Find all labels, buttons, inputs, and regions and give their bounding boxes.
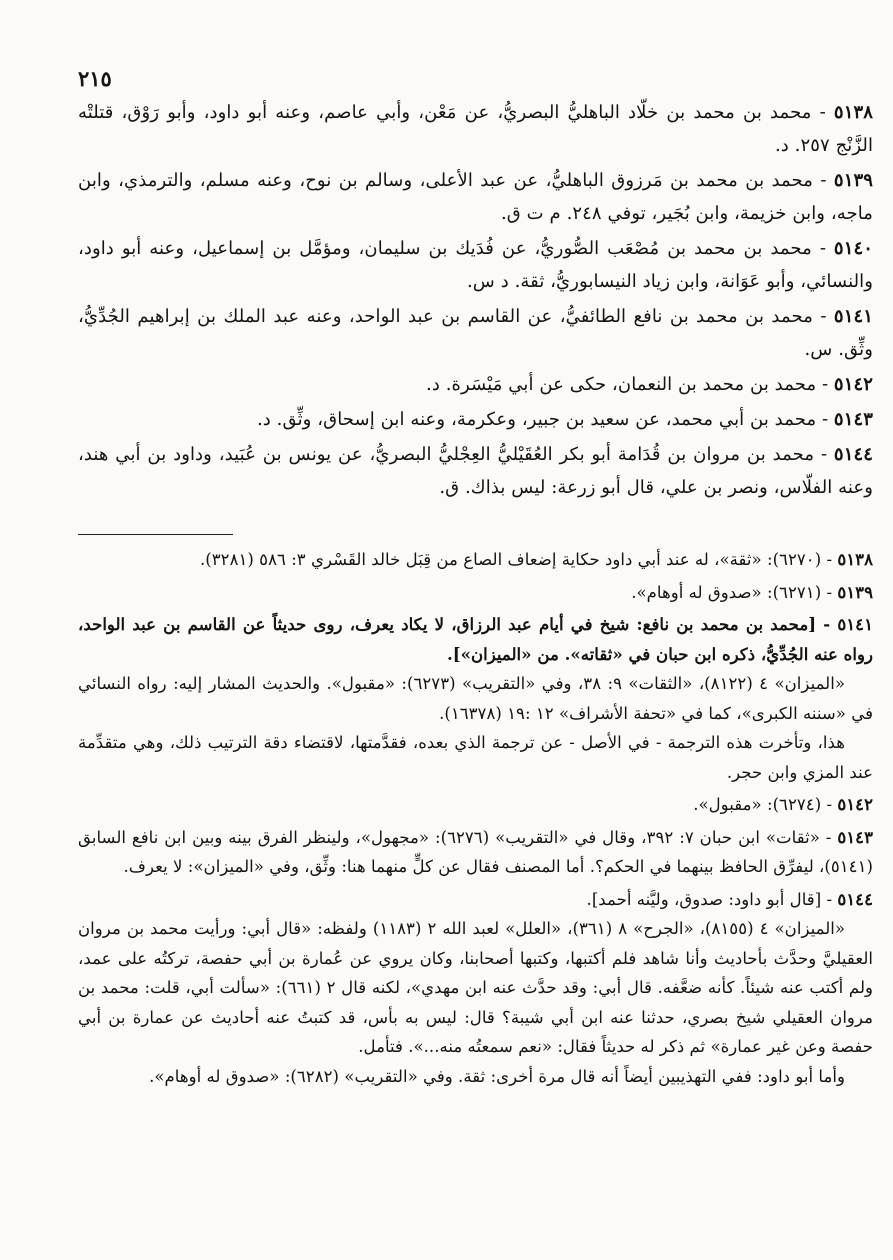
entry-number: ٥١٤٠ — [833, 238, 873, 259]
entry-text: - محمد بن محمد بن نافع الطائفيُّ، عن القاسم بن عبد الواحد، وعنه عبد الملك بن إبراهيم الجُدِّيُّ، وثِّق. س. — [78, 306, 873, 360]
entry-text: - محمد بن محمد بن مَرزوق الباهليُّ، عن عبد الأعلى، وسالم بن نوح، وعنه مسلم، والترمذي، وابن ماجه، وابن خزيمة، وابن بُجَير، توفي ٢٤٨. م ت ق. — [78, 170, 873, 224]
note-text: - [قال أبو داود: صدوق، وليَّنه أحمد]. — [586, 889, 838, 909]
note-number: ٥١٤٢ — [837, 794, 873, 814]
note-number: ٥١٣٩ — [837, 581, 873, 602]
note-text: - (٦٢٧٠): «ثقة»، له عند أبي داود حكاية إضعاف الصاع من قِبَل خالد القَسْري ٣: ٥٨٦ (٣٢٨١). — [200, 550, 838, 569]
entry-text: - محمد بن أبي محمد، عن سعيد بن جبير، وعكرمة، وعنه ابن إسحاق، وثِّق. د. — [257, 409, 834, 430]
note-number: ٥١٣٨ — [837, 549, 873, 569]
note-5142 — [78, 790, 873, 820]
footnote-separator — [78, 534, 233, 535]
note-number: ٥١٤١ — [837, 614, 873, 634]
main-entries — [78, 96, 873, 504]
entry-number: ٥١٤٤ — [833, 444, 873, 465]
note-5139 — [78, 578, 873, 608]
note-5141 — [78, 610, 873, 787]
book-page — [78, 62, 873, 1094]
entry-text: - محمد بن محمد بن مُصْعَب الصُّوريُّ، عن فُدَيك بن سليمان، ومؤمَّل بن إسماعيل، وعنه أبو داود، والنسائي، وأبو عَوَانة، وابن زياد النيسابوريُّ، ثقة. د س. — [78, 238, 873, 292]
page-number: ٢١٥ — [78, 66, 112, 91]
note-text: - (٦٢٧٤): «مقبول». — [693, 795, 838, 814]
entry-number: ٥١٤١ — [833, 306, 873, 327]
entry-5138 — [78, 96, 873, 162]
entry-5141 — [78, 300, 873, 366]
note-text: - «ثقات» ابن حبان ٧: ٣٩٢، وقال في «التقريب» (٦٢٧٦): «مجهول»، ولينظر الفرق بينه وبين ابن نافع السابق (٥١٤١)، ليفرِّق الحافظ بينهما في الحكم؟. أما المصنف فقال عن كلٍّ منهما هنا: وثِّق، وفي «الميزان»: لا يعرف. — [78, 827, 873, 876]
entry-number: ٥١٣٨ — [833, 102, 873, 123]
entry-5139 — [78, 164, 873, 230]
note-text-sources: «الميزان» ٤ (٨١٥٥)، «الجرح» ٨ (٣٦١)، «العلل» لعبد الله ٢ (١١٨٣) ولفظه: «قال أبي: ورأيت محمد بن مروان العقيليَّ وحدَّث بأحاديث وأنا شاهد فلم أكتبها، وكتبها أصحابنا، وكان يروي عن عُمارة بن أبي حفصة، تركتُه على عمد، ولم أكتب عنه شيئاً. كأنه ضعَّفه. قال أبي: وقد حدَّث عنه ابن مهدي»، لكنه قال ٢ (٦٦١): «سألت أبي، قلت: محمد بن مروان العقيلي شيخ بصري، حدثنا عنه ابن أبي شيبة؟ قال: ليس به بأس، قد كتبتُ عنه أحاديث عن عمارة بن أبي حفصة وعن غير عمارة» ثم ذكر له حديثاً فقال: «نعم سمعتُه منه...». فتأمل. — [78, 919, 874, 1056]
note-text-remark: هذا، وتأخرت هذه الترجمة - في الأصل - عن ترجمة الذي بعده، فقدَّمتها، لاقتضاء دقة الترتيب ذلك، وهي متقدِّمة عند المزي وابن حجر. — [78, 733, 873, 782]
entry-number: ٥١٤٢ — [833, 374, 873, 395]
entry-5140 — [78, 232, 873, 298]
footnotes — [78, 545, 873, 1091]
entry-5144 — [78, 438, 873, 504]
entry-5143 — [78, 403, 873, 436]
note-text-sources: «الميزان» ٤ (٨١٢٢)، «الثقات» ٩: ٣٨، وفي «التقريب» (٦٢٧٣): «مقبول». والحديث المشار إليه: رواه النسائي في «سننه الكبرى»، كما في «تحفة الأشراف» ١٢ :١٩ (١٦٣٧٨). — [78, 674, 873, 723]
entry-5142 — [78, 368, 873, 401]
note-5144 — [78, 885, 873, 1092]
entry-text: - محمد بن محمد بن النعمان، حكى عن أبي مَيْسَرة. د. — [426, 374, 834, 395]
entry-number: ٥١٤٣ — [833, 409, 873, 430]
entry-number: ٥١٣٩ — [833, 170, 873, 191]
note-5143 — [78, 823, 873, 882]
note-text-remark: وأما أبو داود: ففي التهذيبين أيضاً أنه قال مرة أخرى: ثقة. وفي «التقريب» (٦٢٨٢): «صدوق له أوهام». — [149, 1066, 845, 1086]
note-text: - (٦٢٧١): «صدوق له أوهام». — [631, 582, 838, 602]
note-5138 — [78, 545, 873, 575]
note-number: ٥١٤٣ — [837, 826, 874, 847]
entry-text: - محمد بن محمد بن خلّاد الباهليُّ البصريُّ، عن مَعْن، وأبي عاصم، وعنه أبو داود، وأبو رَوْق، قتلتْه الزَّنْج ٢٥٧. د. — [78, 102, 873, 156]
entry-text: - محمد بن مروان بن قُدَامة أبو بكر العُقَيْليُّ العِجْليُّ البصريُّ، عن يونس بن عُبَيد، وداود بن أبي هند، وعنه الفلّاس، ونصر بن علي، قال أبو زرعة: ليس بذاك. ق. — [78, 444, 873, 498]
note-number: ٥١٤٤ — [837, 888, 873, 909]
note-text: - [محمد بن محمد بن نافع: شيخ في أيام عبد الرزاق، لا يكاد يعرف، روى حديثاً عن القاسم بن عبد الواحد، رواه عنه الجُدِّيُّ، ذكره ابن حبان في «ثقاته». من «الميزان»]. — [78, 614, 873, 664]
